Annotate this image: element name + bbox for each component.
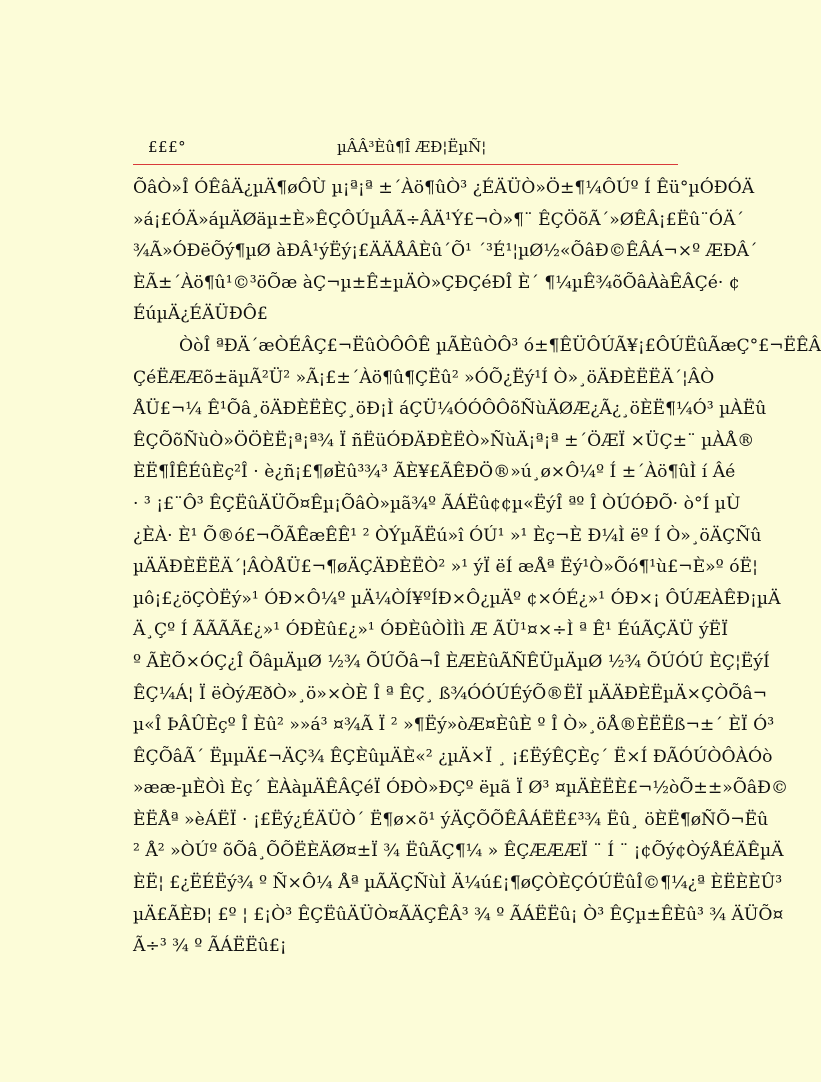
text-line: ÈË¶ÎÊÉûÈç²Î · è¿ñ¡£¶øÈû³¾³ ÃÈ¥£ÃÊÐÖ®»ú¸ø×Ô¼º Í ±´Àö¶ûÌ í Âé	[133, 462, 736, 483]
text-line: ÈË¦ £¿ËÉËý¾ º Ñ×Ô¼ Åª µÃÄÇÑùÌ Ä¼ú£¡¶øÇÒÈÇÓÚËûÎ©¶¼¿ª ÈËÈÈÛ³	[133, 873, 783, 894]
text-line: Ä¸Çº Í ÃÃÃÃ£¿»¹ ÓÐÈû£¿»¹ ÓÐÈûÒÌÌì Æ ÃÜ¹¤×÷Ì ª Ê¹ ÉúÃÇÄÜ ýËÏ	[133, 620, 728, 641]
text-line: ÒòÎ ªÐÄ´æÒÉÂÇ£¬ËûÒÔÔÊ µÃÈûÒÔ³ ó±¶ÊÜÔÚÃ¥¡£ÔÚËûÃæÇ°£¬ËÊÂ	[179, 335, 821, 356]
text-line: ÕâÒ»Î ÓÊâÄ¿µÄ¶øÔÙ µ¡ª¡ª ±´Àö¶ûÒ³ ¿ÉÄÜÒ»Ö±¶¼ÔÚº Í Êü°µÓÐÓÄ	[133, 178, 755, 198]
text-line: ÅÜ£¬¼ Ê¹Õâ¸öÄÐÈËÈÇ¸öÐ¡Ì áÇÜ¼ÓÓÔÔõÑùÄØÆ¿Ã¿¸öÈË¶¼Ó³ µÀËû	[133, 399, 767, 420]
text-line: ÊÇÕâÃ´ ËµµÄ£¬ÄÇ¾ ÊÇÈûµÄÈ«² ¿µÄ×Ï ¸ ¡£ËýÊÇÈç´ Ë×Í ÐÃÓÚÒÔÀÓò	[133, 746, 773, 767]
text-line: µÄ£ÃÈÐ¦ £º ¦ £¡Ò³ ÊÇËûÄÜÒ¤ÃÄÇÊÂ³ ¾ º ÃÁËËû¡ Ò³ ÊÇµ±ÊÈû³ ¾ ÄÜÕ¤	[133, 904, 784, 925]
text-line: µ«Î ÞÂÛÈçº Î Èû² »»á³ ¤¾Ã Ï ² »¶Ëý»òÆ¤ÈûÈ º Î Ò»¸öÅ®ÈËËß¬±´ ÈÏ Ó³	[133, 715, 775, 736]
text-line: ÊÇÕõÑùÒ»ÖÖÈË¡ª¡ª¾ Ï ñËüÓÐÄÐÈËÒ»ÑùÄ¡ª¡ª ±´ÖÆÏ ×ÜÇ±¨ µÀÅ®	[133, 430, 755, 451]
paragraph-2	[133, 331, 821, 963]
text-line: Ã÷³ ¾ º ÃÁËËû£¡	[133, 936, 287, 957]
text-line: µô¡£¿öÇÒËý»¹ ÓÐ×Ô¼º µÄ¼ÒÍ¥ºÍÐ×Ô¿µÄº ¢×ÓÉ¿»¹ ÓÐ×¡ ÔÚÆÀÊÐ¡µÄ	[133, 588, 781, 609]
text-line: ¿ÈÀ· È¹ Õ®ó£¬ÕÃÊæÊÊ¹ ² ÒÝµÃËú»î ÓÚ¹ »¹ Èç¬È Ð¼Ì ëº Í Ò»¸öÄÇÑû	[133, 525, 762, 546]
header-rule	[133, 164, 678, 165]
text-line: µÄÄÐÈËËÄ´¦ÂÒÅÜ£¬¶øÄÇÄÐÈËÒ² »¹ ýÏ ëÍ æÅª Ëý¹Ò»Õó¶¹ù£¬È»º óË¦	[133, 557, 758, 578]
text-line: ÈËÅª »èÁËÏ · ¡£Ëý¿ÉÄÜÒ´ Ë¶ø×õ¹ ýÄÇÕÕÊÂÁËË£³¾ Ëû¸ öÈË¶øÑÕ¬Ëû	[133, 809, 769, 830]
text-line: ÉúµÄ¿ÉÄÜÐÔ£	[133, 304, 268, 325]
text-line: º ÃÈÕ×ÓÇ¿Î ÕâµÄµØ ½¾ ÕÚÕâ¬Î ÈÆÈûÃÑÊÜµÄµØ ½¾ ÕÚÓÚ ÈÇ¦ËýÍ	[133, 651, 770, 672]
body-text	[133, 173, 821, 963]
text-line: ÇéËÆÆõ±äµÃ²Ü² »Ã¡£±´Àö¶û¶ÇËû² »ÓÕ¿Ëý¹Í Ò»¸öÄÐÈËËÄ´¦ÂÒ	[133, 367, 715, 388]
text-line: · ³ ¡£¨Ô³ ÊÇËûÄÜÕ¤Êµ¡ÕâÒ»µã¾º ÃÁËû¢¢µ«ËýÎ ªº Î ÒÚÓÐÕ· ò°Í µÙ	[133, 493, 741, 514]
page-header	[133, 130, 678, 166]
text-line: »á¡£ÓÄ»áµÄØäµ±È»ÊÇÔÚµÂÃ÷ÂÄ¹Ý£¬Ò»¶¨ ÊÇÖõÃ´»ØÊÂ¡£Ëû¨ÓÄ´	[133, 209, 744, 230]
running-title: µÂÂ³Èû¶Î ÆÐ¦ËµÑ¦	[337, 138, 487, 156]
paragraph-1	[133, 173, 758, 331]
page-number: £££°	[148, 138, 187, 156]
text-line: ² Å² »ÒÚº õÕâ¸ÕÕËÈÄØ¤±Ï ¾ ËûÃÇ¶¼ » ÊÇÆÆÆÏ ¨ Í ¨ ¡¢Õý¢ÒýÅÉÄÊµÄ	[133, 841, 784, 862]
text-line: ÊÇ¼Á¦ Ï ëÒýÆðÒ»¸ö»×ÒÈ Î ª ÊÇ¸ ß¾ÓÓÚÉýÕ®ËÏ µÄÄÐÈËµÄ×ÇÒÕâ¬	[133, 683, 768, 704]
text-line: ¾Ã»ÓÐëÕý¶µØ àÐÂ¹ýËý¡£ÄÄÅÂÈû´Õ¹ ´³É¹¦µØ½«ÕâÐ©ÊÂÁ¬×º ÆÐÂ´	[133, 241, 758, 262]
text-line: »ææ-µÈÒì Èç´ ÈÀàµÄÊÂÇéÏ ÓÐÒ»ÐÇº ëµã Ï Ø³ ¤µÄÈËÈ£¬½òÕ±±»ÕâÐ©	[133, 778, 789, 799]
text-line: ÈÃ±´Àö¶û¹©³öÕæ àÇ¬µ±Ê±µÄÒ»ÇÐÇéÐÎ È´ ¶¼µÊ¾õÕâÀàÊÂÇé· ¢	[133, 272, 740, 293]
